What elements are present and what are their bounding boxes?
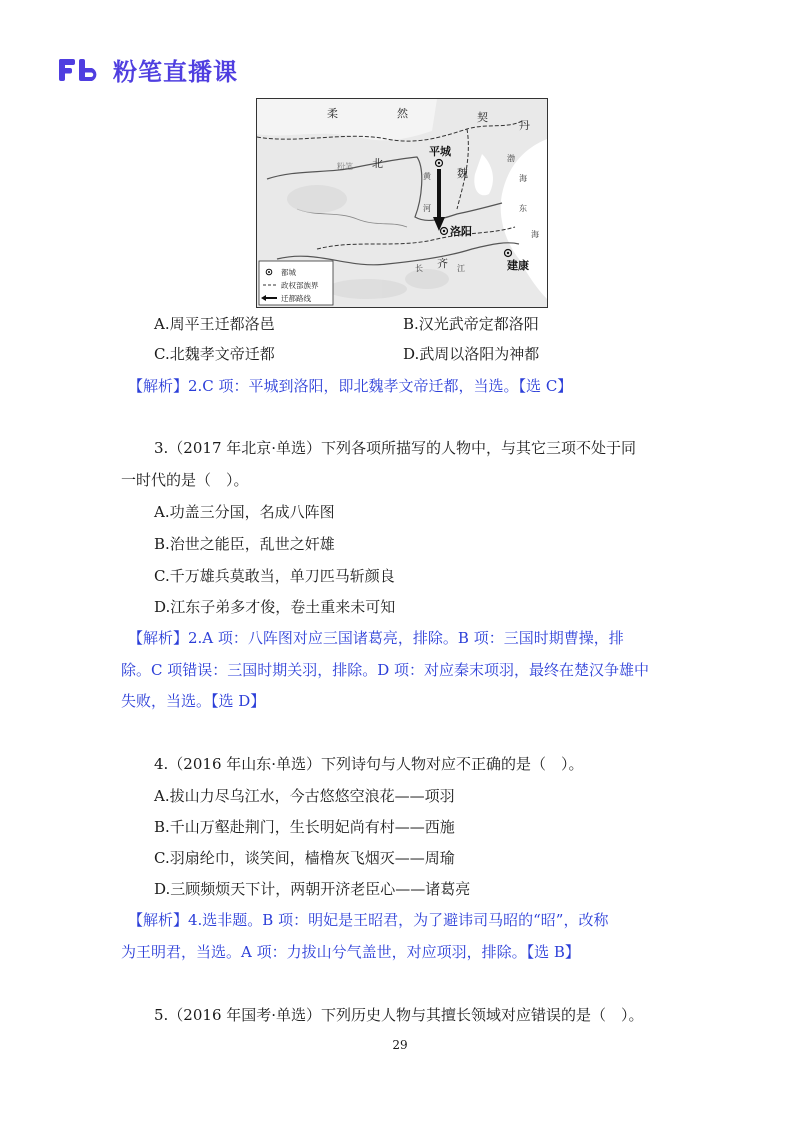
svg-text:平城: 平城 (429, 145, 451, 158)
svg-text:海: 海 (531, 230, 539, 239)
svg-text:建康: 建康 (507, 259, 529, 272)
svg-text:河: 河 (423, 204, 431, 213)
svg-text:江: 江 (457, 264, 465, 273)
q4-option-d: D.三顾频烦天下计，两朝开济老臣心——诸葛亮 (154, 880, 471, 898)
q4-option-c: C.羽扇纶巾，谈笑间，樯橹灰飞烟灭——周瑜 (154, 849, 455, 867)
brand-logo (57, 52, 238, 87)
svg-text:海: 海 (519, 174, 527, 183)
q2-option-b: B.汉光武帝定都洛阳 (403, 315, 539, 333)
q4-option-a: A.拔山力尽乌江水，今古悠悠空浪花——项羽 (154, 787, 455, 805)
svg-text:洛阳: 洛阳 (450, 225, 472, 238)
map-figure (257, 99, 547, 307)
q3-option-c: C.千万雄兵莫敢当，单刀匹马斩颜良 (154, 567, 395, 585)
svg-text:魏: 魏 (457, 167, 468, 180)
map-legend (259, 261, 333, 305)
svg-text:政权部族界: 政权部族界 (281, 281, 319, 290)
q2-option-d: D.武周以洛阳为神都 (403, 345, 540, 363)
q3-stem-line2: 一时代的是（ ）。 (121, 471, 249, 489)
svg-text:黄: 黄 (423, 172, 431, 181)
svg-text:北: 北 (372, 157, 383, 170)
svg-text:迁都路线: 迁都路线 (281, 294, 311, 303)
q3-analysis-line2: 除。C 项错误：三国时期关羽，排除。D 项：对应秦末项羽，最终在楚汉争雄中 (121, 661, 650, 679)
q2-analysis: 【解析】2.C 项：平城到洛阳，即北魏孝文帝迁都，当选。【选 C】 (128, 377, 573, 395)
svg-text:齐: 齐 (437, 257, 448, 270)
q3-option-d: D.江东子弟多才俊，卷土重来未可知 (154, 598, 396, 616)
svg-text:渤: 渤 (507, 154, 515, 163)
svg-text:都城: 都城 (281, 268, 296, 277)
historical-map (256, 98, 548, 308)
q5-stem: 5.（2016 年国考·单选）下列历史人物与其擅长领域对应错误的是（ ）。 (154, 1006, 644, 1024)
svg-text:长: 长 (415, 264, 423, 273)
svg-text:契: 契 (477, 111, 488, 124)
q3-analysis-line1: 【解析】2.A 项：八阵图对应三国诸葛亮，排除。B 项：三国时期曹操，排 (128, 629, 624, 647)
fb-logo-icon (57, 55, 107, 85)
q3-analysis-line3: 失败，当选。【选 D】 (121, 692, 266, 710)
q2-option-a: A.周平王迁都洛邑 (154, 315, 275, 333)
svg-text:丹: 丹 (519, 119, 530, 132)
q4-analysis-line2: 为王明君，当选。A 项：力拔山兮气盖世，对应项羽，排除。【选 B】 (121, 943, 580, 961)
q3-option-a: A.功盖三分国，名成八阵图 (154, 503, 335, 521)
svg-text:柔: 柔 (327, 107, 338, 120)
brand-name: 粉笔直播课 (113, 58, 238, 86)
q3-stem-line1: 3.（2017 年北京·单选）下列各项所描写的人物中，与其它三项不处于同 (154, 439, 637, 457)
svg-text:然: 然 (397, 107, 408, 120)
page-number: 29 (392, 1038, 408, 1052)
svg-text:粉笔: 粉笔 (337, 162, 353, 171)
q3-option-b: B.治世之能臣，乱世之奸雄 (154, 535, 335, 553)
q4-analysis-line1: 【解析】4.选非题。B 项：明妃是王昭君，为了避讳司马昭的“昭”，改称 (128, 911, 609, 929)
svg-text:东: 东 (519, 204, 527, 213)
q2-option-c: C.北魏孝文帝迁都 (154, 345, 275, 363)
q4-option-b: B.千山万壑赴荆门，生长明妃尚有村——西施 (154, 818, 455, 836)
q4-stem: 4.（2016 年山东·单选）下列诗句与人物对应不正确的是（ ）。 (154, 755, 584, 773)
